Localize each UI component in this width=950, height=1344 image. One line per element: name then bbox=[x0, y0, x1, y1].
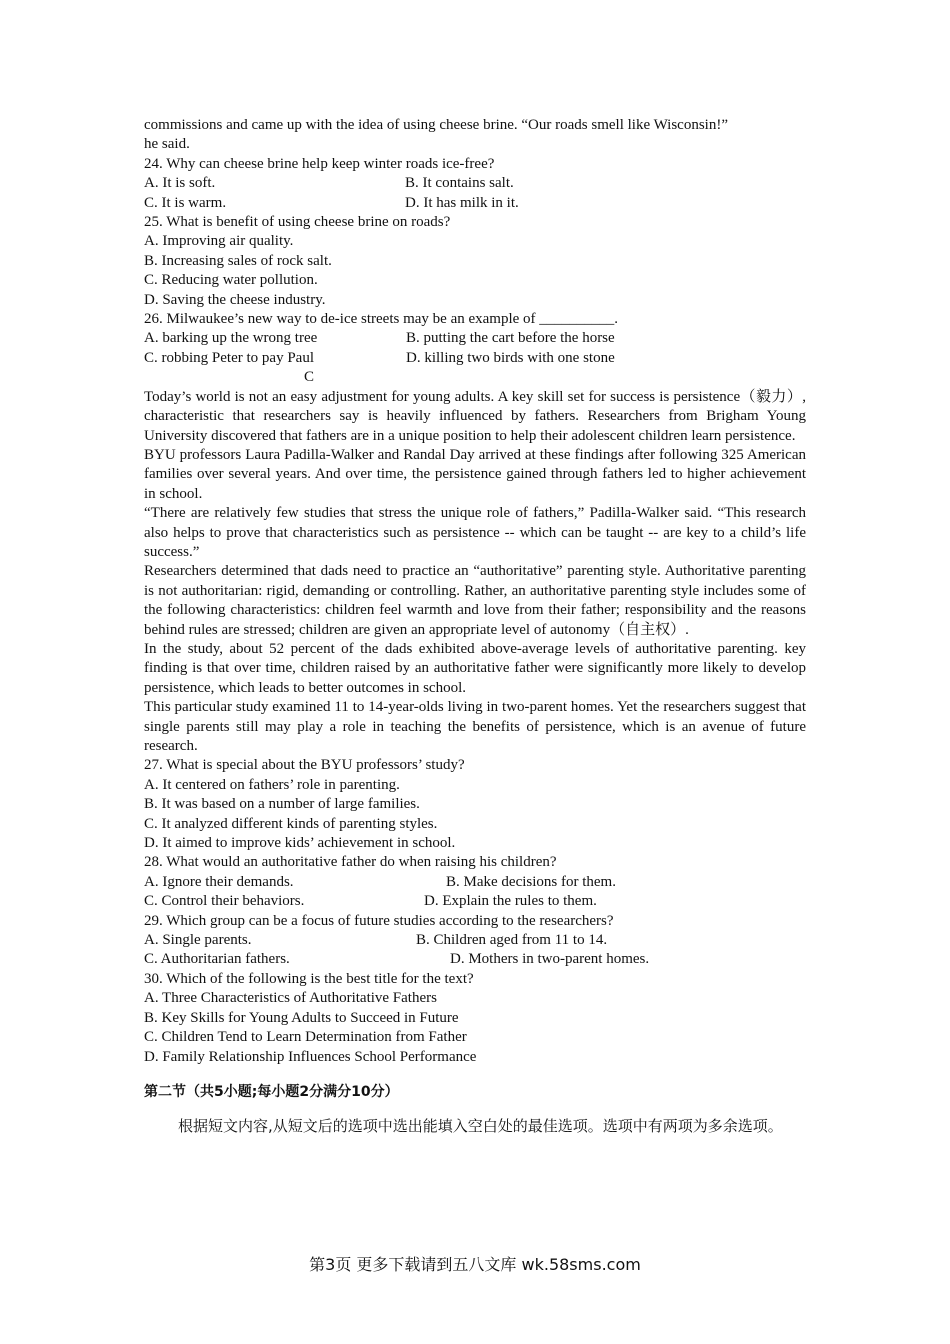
document-page bbox=[144, 116, 806, 1137]
option-b: B. It contains salt. bbox=[405, 175, 514, 192]
question-29-options-row-2 bbox=[144, 950, 806, 969]
question-28-stem: 28. What would an authoritative father do when raising his children? bbox=[144, 854, 557, 871]
option-a: A. Improving air quality. bbox=[144, 233, 294, 250]
option-a: A. barking up the wrong tree bbox=[144, 330, 318, 347]
passage-paragraph: This particular study examined 11 to 14-year-olds living in two-parent homes. Yet the researchers suggest that single parents still may play a role in teaching the benefits of persistence, which is an avenue of future research. bbox=[144, 699, 806, 754]
option-d: D. Mothers in two-parent homes. bbox=[450, 951, 650, 968]
option-a: A. Single parents. bbox=[144, 932, 252, 949]
option-d: D. It has milk in it. bbox=[405, 194, 519, 211]
option-a: A. Ignore their demands. bbox=[144, 873, 294, 890]
option-d: D. Explain the rules to them. bbox=[424, 893, 597, 910]
passage-paragraph: Today’s world is not an easy adjustment for young adults. A key skill set for success is persistence（毅力）, characteristic that researchers say is heavily influenced by fathers. Researchers from Brigham Young University discovered that fathers are in a unique position to help their adolescent children learn persistence. bbox=[144, 388, 806, 444]
question-25-stem: 25. What is benefit of using cheese brine on roads? bbox=[144, 214, 451, 231]
section-heading: 第二节（共5小题;每小题2分满分10分） bbox=[144, 1083, 399, 1100]
option-b: B. Make decisions for them. bbox=[446, 873, 616, 890]
option-d: D. It aimed to improve kids’ achievement in school. bbox=[144, 835, 456, 852]
option-b: B. putting the cart before the horse bbox=[406, 330, 615, 347]
question-24-stem: 24. Why can cheese brine help keep winter roads ice-free? bbox=[144, 155, 495, 172]
option-b: B. Children aged from 11 to 14. bbox=[416, 932, 608, 949]
question-26-options-row-2 bbox=[144, 349, 806, 368]
page-footer: 第3页 更多下载请到五八文库 wk.58sms.com bbox=[309, 1255, 641, 1274]
option-a: A. It centered on fathers’ role in parenting. bbox=[144, 776, 400, 793]
question-29-options-row-1 bbox=[144, 931, 806, 950]
option-c: C. robbing Peter to pay Paul bbox=[144, 349, 314, 366]
option-c: C. Reducing water pollution. bbox=[144, 272, 318, 289]
question-26-stem: 26. Milwaukee’s new way to de-ice streets may be an example of __________. bbox=[144, 311, 619, 328]
passage-paragraph: Researchers determined that dads need to practice an “authoritative” parenting style. Authoritative parenting is not authoritarian: rigid, demanding or controlling. Rather, an authoritative parenting style includes some of the following characteristics: children feel warmth and love from their father; responsibility and the reasons behind rules are stressed; children are given an appropriate level of autonomy（自主权）. bbox=[144, 563, 806, 638]
option-d: D. killing two birds with one stone bbox=[406, 349, 615, 366]
option-d: D. Saving the cheese industry. bbox=[144, 291, 326, 308]
option-a: A. Three Characteristics of Authoritative Fathers bbox=[144, 990, 437, 1007]
option-c: C. It analyzed different kinds of parenting styles. bbox=[144, 815, 438, 832]
option-b: B. It was based on a number of large families. bbox=[144, 796, 420, 813]
intro-line: he said. bbox=[144, 136, 190, 153]
question-26-options-row-1 bbox=[144, 329, 806, 348]
option-c: C. Control their behaviors. bbox=[144, 893, 305, 910]
option-b: B. Increasing sales of rock salt. bbox=[144, 252, 332, 269]
question-29-stem: 29. Which group can be a focus of future studies according to the researchers? bbox=[144, 912, 614, 929]
question-24-options-row-2 bbox=[144, 194, 806, 213]
option-c: C. It is warm. bbox=[144, 194, 227, 211]
question-28-options-row-2 bbox=[144, 892, 806, 911]
option-b: B. Key Skills for Young Adults to Succeed in Future bbox=[144, 1009, 459, 1026]
question-30-stem: 30. Which of the following is the best title for the text? bbox=[144, 970, 474, 987]
section-instruction: 根据短文内容,从短文后的选项中选出能填入空白处的最佳选项。选项中有两项为多余选项。 bbox=[178, 1117, 783, 1136]
passage-paragraph: In the study, about 52 percent of the dads exhibited above-average levels of authoritative parenting. key finding is that over time, children raised by an authoritative father were significantly more likely to develop persistence, which leads to better outcomes in school. bbox=[144, 640, 806, 696]
passage-label: C bbox=[304, 369, 315, 386]
question-27-stem: 27. What is special about the BYU professors’ study? bbox=[144, 757, 465, 774]
question-28-options-row-1 bbox=[144, 873, 806, 892]
intro-line: commissions and came up with the idea of using cheese brine. “Our roads smell like Wisconsin!” bbox=[144, 117, 728, 133]
passage-paragraph: “There are relatively few studies that stress the unique role of fathers,” Padilla-Walker said. “This research also helps to prove that characteristics such as persistence -- which can be taught -- are key to a child’s life success.” bbox=[144, 505, 806, 560]
question-24-options-row-1 bbox=[144, 174, 806, 193]
passage-paragraph: BYU professors Laura Padilla-Walker and Randal Day arrived at these findings after following 325 American families over several years. And over time, the persistence gained through fathers led to higher achievement in school. bbox=[144, 446, 806, 502]
option-c: C. Authoritarian fathers. bbox=[144, 951, 290, 968]
option-c: C. Children Tend to Learn Determination from Father bbox=[144, 1029, 467, 1046]
option-d: D. Family Relationship Influences School Performance bbox=[144, 1048, 477, 1065]
option-a: A. It is soft. bbox=[144, 175, 216, 192]
